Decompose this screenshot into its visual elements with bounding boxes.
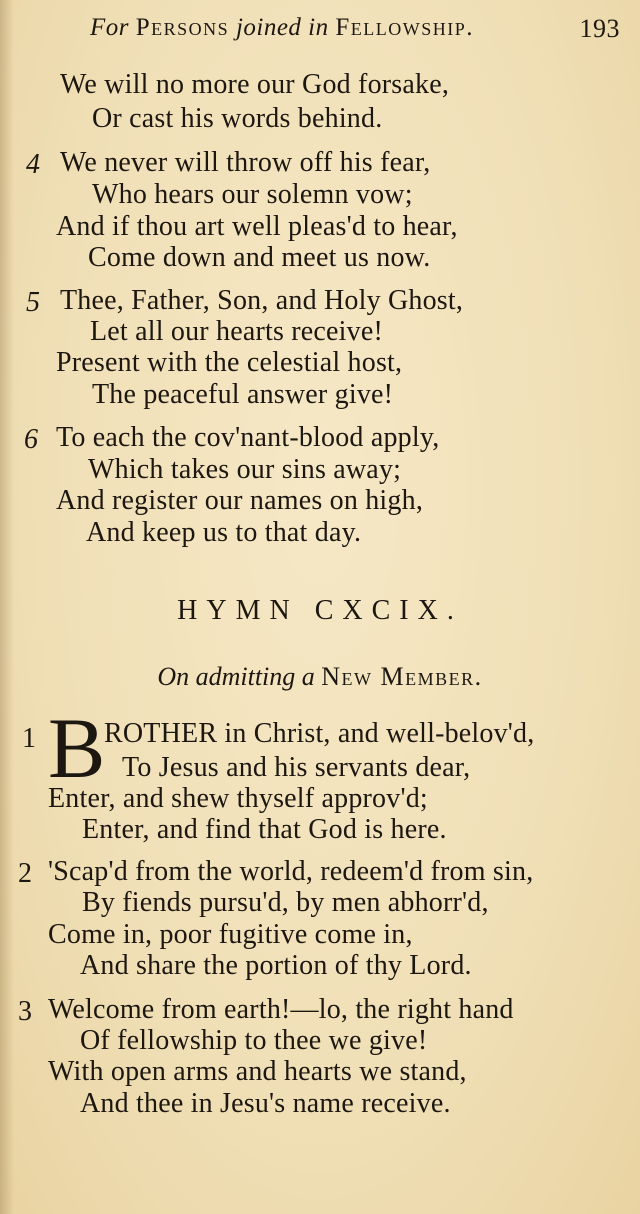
verse-line: To Jesus and his servants dear, xyxy=(122,752,471,783)
verse-line: We will no more our God forsake, xyxy=(60,69,450,100)
verse-line: Come down and meet us now. xyxy=(88,242,431,273)
verse-line: And if thou art well pleas'd to hear, xyxy=(56,211,458,242)
hymn-title: HYMN CXCIX. xyxy=(177,595,463,626)
verse-line: And keep us to that day. xyxy=(86,517,362,548)
verse-line: Welcome from earth!—lo, the right hand xyxy=(48,994,514,1025)
drop-cap: B xyxy=(48,700,106,796)
verse-line: Who hears our solemn vow; xyxy=(92,179,413,210)
running-head-persons: Persons xyxy=(135,14,230,41)
stanza-number: 6 xyxy=(24,424,38,455)
verse-line: To each the cov'nant-blood apply, xyxy=(56,422,440,453)
stanza-number: 1 xyxy=(22,723,36,754)
verse-line: Present with the celestial host, xyxy=(56,347,403,378)
stanza-number: 4 xyxy=(26,149,40,180)
verse-line: Or cast his words behind. xyxy=(92,103,383,134)
stanza-number: 3 xyxy=(18,996,32,1027)
page-number: 193 xyxy=(579,14,620,43)
verse-line: Enter, and find that God is here. xyxy=(82,814,447,845)
verse-line: Enter, and shew thyself approv'd; xyxy=(48,783,428,814)
verse-line: Which takes our sins away; xyxy=(88,454,402,485)
stanza-number: 2 xyxy=(18,858,32,889)
verse-line: Of fellowship to thee we give! xyxy=(80,1025,428,1056)
verse-line: We never will throw off his fear, xyxy=(60,147,431,178)
verse-line: And register our names on high, xyxy=(56,485,424,516)
stanza-number: 5 xyxy=(26,287,40,318)
hymn-subtitle-caps: New Member. xyxy=(321,662,483,691)
verse-line: Let all our hearts receive! xyxy=(90,316,384,347)
verse-line: Thee, Father, Son, and Holy Ghost, xyxy=(60,285,464,316)
verse-line: And thee in Jesu's name receive. xyxy=(80,1088,451,1119)
verse-line: ROTHER in Christ, and well-belov'd, xyxy=(104,718,535,749)
verse-line: And share the portion of thy Lord. xyxy=(80,950,472,981)
running-head xyxy=(90,14,620,48)
verse-line: By fiends pursu'd, by men abhorr'd, xyxy=(82,887,489,918)
verse-line: 'Scap'd from the world, redeem'd from sin, xyxy=(48,856,534,887)
hymn-subtitle xyxy=(0,660,640,694)
verse-line: The peaceful answer give! xyxy=(92,379,394,410)
running-head-fellowship: Fellowship. xyxy=(335,14,475,41)
verse-line: With open arms and hearts we stand, xyxy=(48,1056,467,1087)
verse-line: Come in, poor fugitive come in, xyxy=(48,919,413,950)
running-head-joined-in: joined in xyxy=(235,14,329,41)
running-head-for: For xyxy=(90,14,129,41)
hymn-subtitle-italic: On admitting a xyxy=(157,662,315,691)
